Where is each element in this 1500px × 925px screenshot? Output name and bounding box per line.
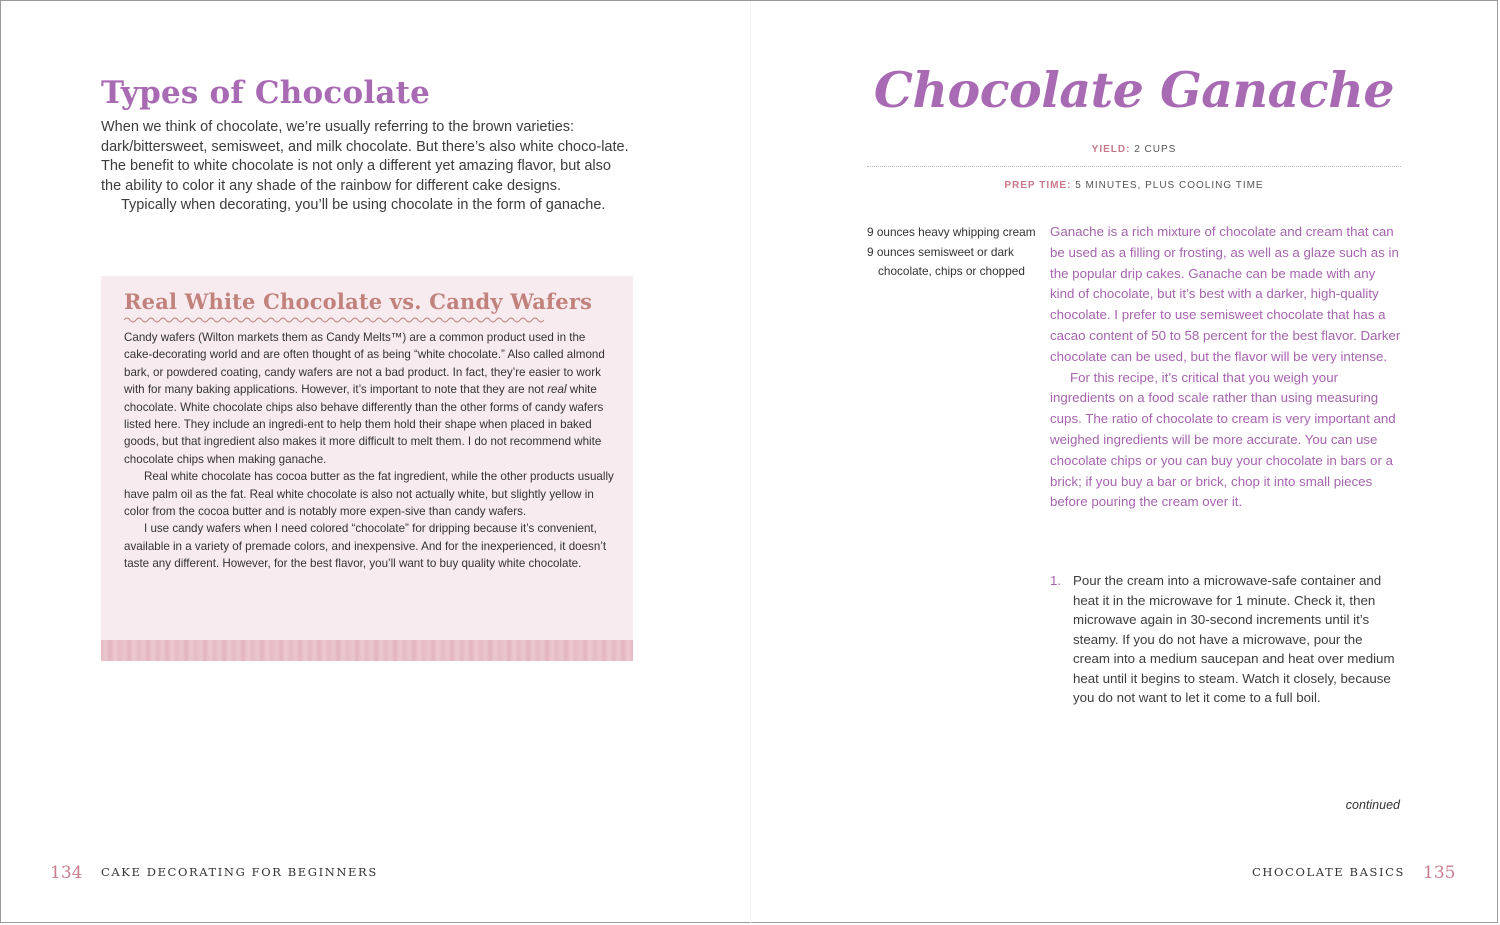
left-page-title: Types of Chocolate <box>101 75 431 111</box>
recipe-step <box>1050 571 1402 708</box>
decorative-texture-strip <box>101 640 633 661</box>
recipe-title: Chocolate Ganache <box>873 61 1395 119</box>
dotted-divider <box>867 166 1401 167</box>
recipe-steps <box>1050 571 1402 708</box>
sidebar-emphasis: real <box>547 383 567 397</box>
sidebar-text: white chocolate. White chocolate chips also behave differently than the other forms of candy wafers listed here. They include an ingredi-ent to help them hold their shape when placed in baked goods, but that ingredient also makes it more difficult to melt them. I do not recommend white chocolate chips when making ganache. <box>124 383 604 466</box>
yield-label: YIELD: <box>1091 144 1131 155</box>
ingredient-list <box>867 223 1037 282</box>
ingredient-item: 9 ounces heavy whipping cream <box>867 225 1036 239</box>
recipe-intro-paragraph: Ganache is a rich mixture of chocolate and cream that can be used as a filling or frosting, as well as a glaze such as in the popular drip cakes. Ganache can be made with any kind of chocolate, but it’s best with a darker, high-quality chocolate. I prefer to use semisweet chocolate that has a cacao content of 50 to 58 percent for the best flavor. Darker chocolate can be used, but the flavor will be very intense. <box>1050 224 1401 364</box>
step-number: 1. <box>1050 573 1062 588</box>
sidebar-paragraph: Real white chocolate has cocoa butter as the fat ingredient, while the other products usually have palm oil as the fat. Real white chocolate is also not actually white, but slightly yellow in color from the cocoa butter and is notably more expen-sive than candy wafers. <box>124 470 614 519</box>
prep-time <box>867 180 1401 191</box>
sidebar-paragraph: I use candy wafers when I need colored “chocolate” for dripping because it’s convenient, available in a variety of premade colors, and inexpensive. And for the inexperienced, it doesn’t taste any different. However, for the best flavor, you’ll want to buy quality white chocolate. <box>124 522 607 571</box>
prep-value: 5 MINUTES, PLUS COOLING TIME <box>1075 180 1264 191</box>
recipe-yield <box>867 144 1401 155</box>
sidebar-body <box>124 329 614 573</box>
left-intro-text <box>101 118 631 216</box>
page-number-right: 135 <box>1423 863 1456 883</box>
wavy-underline <box>124 316 544 324</box>
running-head-right: CHOCOLATE BASICS <box>1252 865 1405 879</box>
continued-note: continued <box>1345 798 1400 812</box>
ingredient-item: 9 ounces semisweet or dark chocolate, chips or chopped <box>867 244 1025 278</box>
sidebar-box <box>101 276 633 661</box>
prep-label: PREP TIME: <box>1004 180 1072 191</box>
gutter <box>750 1 751 924</box>
sidebar-title: Real White Chocolate vs. Candy Wafers <box>124 289 593 314</box>
yield-value: 2 CUPS <box>1134 144 1177 155</box>
step-text: Pour the cream into a microwave-safe container and heat it in the microwave for 1 minute. Check it, then microwave again in 30-second increments until it’s steamy. If you do not have a microwave, pour the cream into a medium saucepan and heat over medium heat until it begins to steam. Watch it closely, because you do not want to let it come to a full boil. <box>1073 573 1395 705</box>
recipe-intro <box>1050 222 1402 513</box>
running-head-left: CAKE DECORATING FOR BEGINNERS <box>101 865 378 879</box>
sidebar-text: Candy wafers (Wilton markets them as Candy Melts™) are a common product used in the cake-decorating world and are often thought of as being “white chocolate.” Also called almond bark, or powdered coating, candy wafers are not a bad product. In fact, they’re easier to work with for many baking applications. However, it’s important to note that they are not <box>124 331 605 397</box>
sidebar-paragraph <box>124 329 614 468</box>
intro-paragraph: When we think of chocolate, we’re usually referring to the brown varieties: dark/bittersweet, semisweet, and milk chocolate. But there’s also white choco-late. The benefit to white chocolate is not only a different yet amazing flavor, but also the ability to color it any shade of the rainbow for different cake designs. <box>101 119 629 194</box>
page-number-left: 134 <box>50 863 83 883</box>
recipe-intro-paragraph: For this recipe, it’s critical that you weigh your ingredients on a food scale rather than using measuring cups. The ratio of chocolate to cream is very important and weighed ingredients will be more accurate. You can use chocolate chips or you can buy your chocolate in bars or a brick; if you buy a bar or brick, chop it into small pieces before pouring the cream over it. <box>1050 369 1396 510</box>
intro-paragraph: Typically when decorating, you’ll be using chocolate in the form of ganache. <box>121 197 606 214</box>
